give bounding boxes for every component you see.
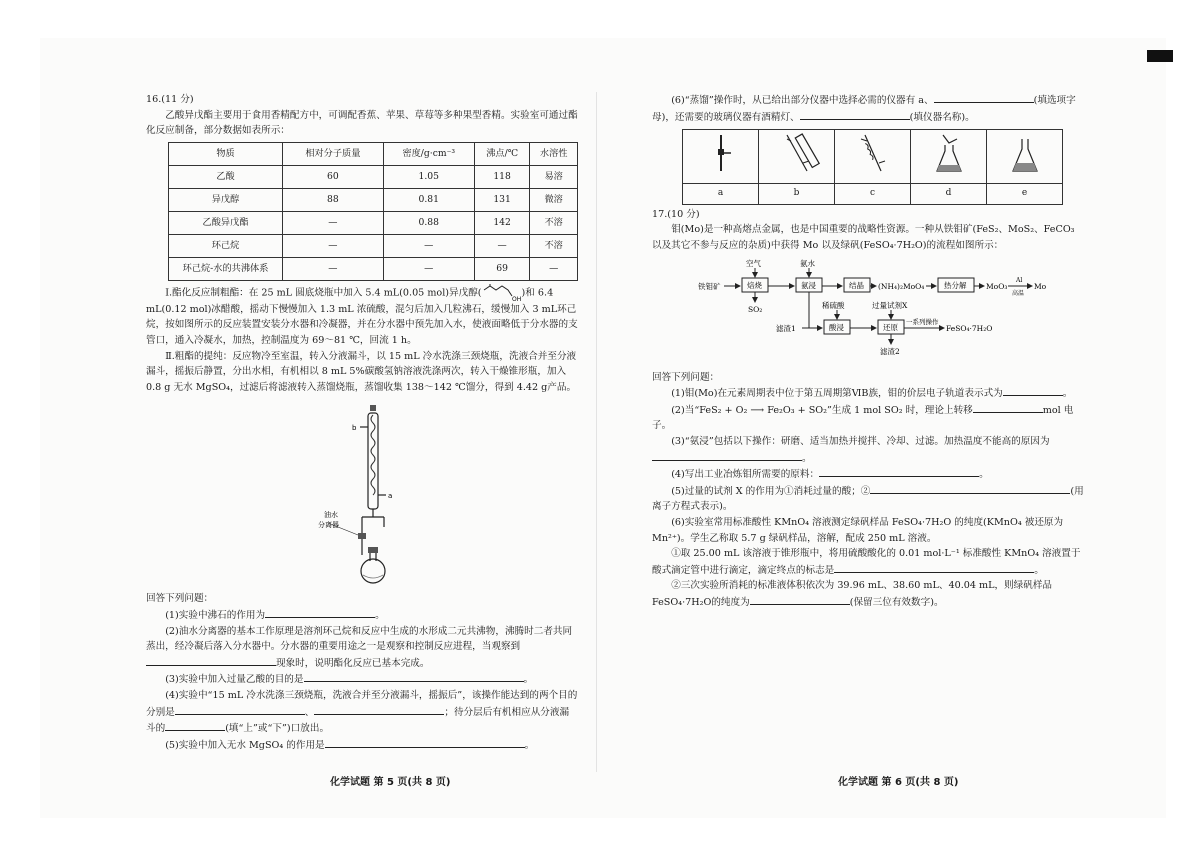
answer-blank[interactable] [934, 92, 1034, 103]
flowchart-diagram [696, 258, 1066, 364]
flow-crystal: 结晶 [849, 280, 864, 290]
question-5: (5)实验中加入无水 MgSO₄ 的作用是 。 [146, 737, 578, 754]
table-cell: 69 [474, 257, 530, 280]
instrument-label: a [683, 183, 759, 204]
table-cell: 131 [474, 188, 530, 211]
process-flowchart [652, 258, 1084, 366]
table-cell: — [474, 234, 530, 257]
table-cell: — [383, 234, 474, 257]
flow-al: Al [1016, 276, 1023, 284]
answer-blank[interactable] [146, 655, 276, 666]
question-3: (3)实验中加入过量乙酸的目的是 。 [146, 671, 578, 688]
table-row [169, 188, 578, 211]
flow-ammonia-leach: 氨浸 [801, 280, 816, 290]
flow-residue2: 滤渣2 [880, 346, 900, 356]
reflux-apparatus-figure [146, 399, 578, 587]
question-6: (6)“蒸馏”操作时，从已给出部分仪器中选择必需的仪器有 a、 (填选项字母)，还需要的玻璃仪器有酒精灯、 (填仪器名称)。 [652, 92, 1084, 125]
separator-label-2: 分离器 [318, 521, 339, 530]
thermometer-adapter-icon [701, 131, 741, 175]
table-row [169, 257, 578, 280]
answer-blank[interactable] [165, 720, 225, 731]
table-header: 密度/g·cm⁻³ [383, 142, 474, 165]
instrument-e [987, 130, 1063, 184]
flow-excess-x: 过量试剂X [872, 300, 908, 310]
table-cell: — [530, 257, 578, 280]
instrument-label: d [911, 183, 987, 204]
table-cell: 1.05 [383, 165, 474, 188]
table-cell: — [283, 234, 384, 257]
flow-heat-decomp: 热分解 [944, 280, 967, 290]
table-cell: 异戊醇 [169, 188, 283, 211]
flow-ammonium-molybdate: (NH₄)₂MoO₄ [878, 281, 925, 291]
flow-residue1: 滤渣1 [776, 323, 796, 333]
flow-air: 空气 [746, 258, 761, 268]
table-cell: — [383, 257, 474, 280]
answer-blank[interactable] [265, 607, 375, 618]
instrument-labels-row [683, 183, 1063, 204]
flow-ore: 铁钼矿 [698, 281, 721, 291]
instrument-c [835, 130, 911, 184]
answer-blank[interactable] [819, 466, 979, 477]
label-a: a [388, 492, 393, 501]
answer-blank[interactable] [800, 109, 910, 120]
question-17-5: (5)过量的试剂 X 的作用为①消耗过量的酸；② (用离子方程式表示)。 [652, 483, 1084, 515]
instrument-label: e [987, 183, 1063, 204]
question-17-3: (3)“氨浸”包括以下操作：研磨、适当加热并搅拌、冷却、过滤。加热温度不能高的原因为。 [652, 434, 1084, 466]
answer-intro: 回答下列问题： [146, 593, 214, 605]
question-17-1: (1)钼(Mo)在元素周期表中位于第五周期第ⅥB族，钼的价层电子轨道表示式为 。 [652, 385, 1084, 402]
instrument-label: b [759, 183, 835, 204]
flow-mo: Mo [1034, 281, 1047, 291]
flow-series-ops: 一系列操作 [906, 317, 939, 326]
question-17-6-2: ②三次实验所消耗的标准液体积依次为 39.96 mL、38.60 mL、40.04 mL，则绿矾样品 FeSO₄·7H₂O的纯度为 (保留三位有效数字)。 [652, 580, 1053, 608]
table-cell: 环己烷 [169, 234, 283, 257]
table-cell: 不溶 [530, 234, 578, 257]
footer-page-6: 化学试题 第 6 页(共 8 页) [838, 777, 959, 788]
conical-flask-icon [1005, 131, 1045, 175]
answer-blank[interactable] [870, 483, 1070, 494]
table-cell: 易溶 [530, 165, 578, 188]
table-cell: 118 [474, 165, 530, 188]
instrument-a [683, 130, 759, 184]
answer-blank[interactable] [304, 671, 524, 682]
table-cell: 环己烷-水的共沸体系 [169, 257, 283, 280]
flow-green-vitriol: FeSO₄·7H₂O [946, 323, 993, 333]
table-cell: 乙酸 [169, 165, 283, 188]
answer-blank[interactable] [652, 450, 802, 461]
table-header: 水溶性 [530, 142, 578, 165]
flow-dilute-h2so4: 稀硫酸 [822, 300, 845, 310]
answer-blank[interactable] [834, 562, 1034, 573]
q17-intro: 钼(Mo)是一种高熔点金属，也是中国重要的战略性资源。一种从铁钼矿(FeS₂、MoS₂、FeCO₃以及其它不参与反应的杂质)中获得 Mo 以及绿矾(FeSO₄·7H₂O)的流程如图所示： [652, 224, 1075, 251]
table-cell: 142 [474, 211, 530, 234]
answer-blank[interactable] [314, 704, 444, 715]
table-cell: 微溶 [530, 188, 578, 211]
table-cell: — [283, 257, 384, 280]
table-row [169, 165, 578, 188]
answer-blank[interactable] [750, 594, 850, 605]
instrument-d [911, 130, 987, 184]
oh-label: OH [511, 295, 521, 303]
table-cell: 60 [283, 165, 384, 188]
flow-ammonia: 氨水 [800, 258, 815, 268]
flow-so2: SO₂ [748, 304, 763, 314]
adapter-flask-icon [929, 131, 969, 175]
flow-reduce: 还原 [883, 322, 898, 332]
table-cell: 不溶 [530, 211, 578, 234]
question-17-2: (2)当“FeS₂ + O₂ ⟶ Fe₂O₃ + SO₂”生成 1 mol SO₂ 时，理论上转移 mol 电子。 [652, 402, 1084, 434]
q16-intro: 乙酸异戊酯主要用于食用香精配方中，可调配香蕉、苹果、草莓等多种果型香精。实验室可通过酯化反应制备，部分数据如表所示： [146, 109, 578, 137]
question-17-6-1: ①取 25.00 mL 该溶液于锥形瓶中，将用硫酸酸化的 0.01 mol·L⁻¹ 标准酸性 KMnO₄ 溶液置于酸式滴定管中进行滴定，滴定终点的标志是 。 [652, 548, 1081, 576]
instrument-pictures-row [683, 130, 1063, 184]
reflux-apparatus-icon [318, 399, 464, 585]
table-cell: 0.81 [383, 188, 474, 211]
question-2: (2)油水分离器的基本工作原理是溶剂环己烷和反应中生成的水形成二元共沸物，沸腾时二者共同蒸出，经冷凝后落入分水器中。分水器的重要用途之一是观察和控制反应进程，当观察到现象时，说明酯化反应已基本完成。 [146, 625, 573, 669]
page-5-column [146, 92, 578, 753]
answer-blank[interactable] [973, 402, 1043, 413]
label-b: b [352, 424, 357, 433]
table-cell: 乙酸异戊酯 [169, 211, 283, 234]
answer-blank[interactable] [1003, 385, 1063, 396]
bulb-condenser-icon [853, 131, 893, 175]
separator-label-1: 油水 [324, 511, 338, 520]
flow-high-temp: 高温 [1012, 289, 1025, 297]
page-fold-line [596, 92, 597, 772]
property-table [168, 142, 578, 281]
straight-condenser-icon [777, 131, 817, 175]
instrument-label: c [835, 183, 911, 204]
table-cell: — [283, 211, 384, 234]
part2-text: Ⅱ.粗酯的提纯：反应物冷至室温，转入分液漏斗，以 15 mL 冷水洗涤三颈烧瓶，洗液合并至分液漏斗，摇振后静置，分出水相，有机相以 8 mL 5%碳酸氢钠溶液洗涤两次，转入干燥锥形瓶，加入 0.8 g 无水 MgSO₄，过滤后将滤液转入蒸馏烧瓶，蒸馏收集 138～142 ℃馏分，得到 4.42 g产品。 [146, 350, 577, 393]
question-4: (4)实验中“15 mL 冷水洗涤三颈烧瓶，洗液合并至分液漏斗，摇振后”，该操作能达到的两个目的分别是 、 ；待分层后有机相应从分液漏斗的 (填“上”或“下”)口放出。 [146, 689, 578, 735]
answer-blank[interactable] [325, 737, 525, 748]
scan-edge-mark [1147, 50, 1173, 62]
footer-page-5: 化学试题 第 5 页(共 8 页) [330, 777, 451, 788]
question-17-4: (4)写出工业冶炼钼所需要的原料： 。 [652, 466, 1084, 483]
answer-blank[interactable] [175, 704, 305, 715]
table-row [169, 234, 578, 257]
table-header: 沸点/℃ [474, 142, 530, 165]
q16-header: 16.(11 分) [146, 94, 194, 105]
page-6-column [652, 92, 1084, 610]
table-header-row [169, 142, 578, 165]
flow-roast: 焙烧 [747, 280, 762, 290]
table-header: 物质 [169, 142, 283, 165]
flow-moo3: MoO₃ [986, 281, 1008, 291]
isoamyl-alcohol-structure [482, 284, 522, 302]
answer-intro-17: 回答下列问题： [652, 371, 720, 383]
table-header: 相对分子质量 [283, 142, 384, 165]
part1-text: Ⅰ.酯化反应制粗酯：在 25 mL 圆底烧瓶中加入 5.4 mL(0.05 mol)异戊醇( OH )和 6.4 mL(0.12 mol)冰醋酸，摇动下慢慢加入 1.3 mL 浓硫酸，混匀后加入几粒沸石，缓慢加入 3 mL环己烷，按如图所示的反应装置安装分水器和冷凝器，并在分水器中预先加入水，使液面略低于分水器的支管口，通入冷凝水，加热，控制温度为 69～81 ℃，回流 1 h。 [146, 284, 578, 349]
instrument-b [759, 130, 835, 184]
question-1: (1)实验中沸石的作用为 。 [146, 607, 578, 624]
table-cell: 0.88 [383, 211, 474, 234]
question-17-6: (6)实验室常用标准酸性 KMnO₄ 溶液测定绿矾样品 FeSO₄·7H₂O 的纯度(KMnO₄ 被还原为 Mn²⁺)。学生乙称取 5.7 g 绿矾样品，溶解，配成 250 mL 溶液。 [652, 516, 1064, 544]
instrument-table [682, 129, 1063, 205]
flow-acid-leach: 酸浸 [829, 322, 844, 332]
q17-header: 17.(10 分) [652, 208, 700, 220]
table-cell: 88 [283, 188, 384, 211]
table-row [169, 211, 578, 234]
